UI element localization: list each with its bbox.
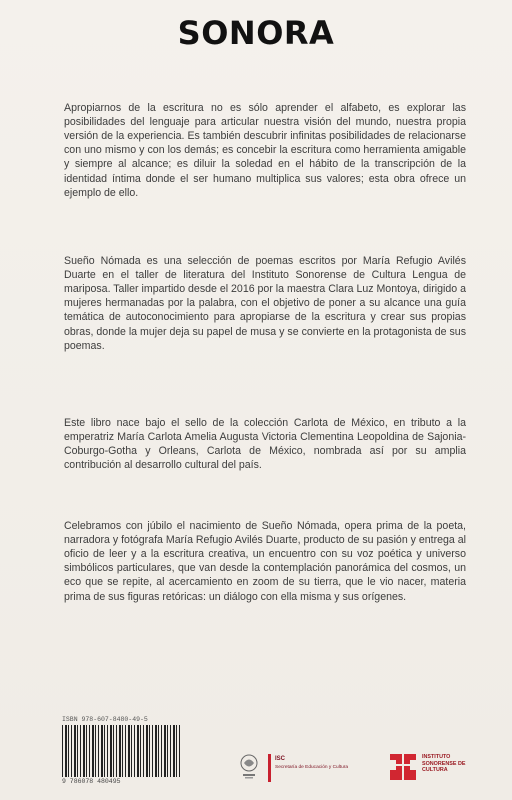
isc-mark-icon <box>388 750 418 784</box>
government-seal-icon <box>236 752 262 782</box>
sec-logo-name: Secretaría de Educación y Cultura <box>275 765 349 770</box>
blurb-paragraph-1: Apropiarnos de la escritura no es sólo aprender el alfabeto, es explorar las posibilidades del lenguaje para articular nuestra visión del mundo, nuestra propia versión de la experiencia. Es también descubrir infinitas posibilidades de relacionarse con uno mismo y con los demás; es concebir la escritura como herramienta amigable y siempre al alcance; es diluir la soledad en el hábito de la transcripción de la identidad íntima donde el ser humano multiplica sus valores; esta obra ofrece un ejemplo de ello. <box>64 101 466 199</box>
sec-logo-bar <box>268 754 271 782</box>
isc-logo-name: INSTITUTO SONORENSE DE CULTURA <box>422 754 466 774</box>
sec-logo-abbr: ISC <box>275 756 286 762</box>
isc-logo <box>388 750 488 786</box>
sec-logo <box>268 752 378 784</box>
barcode-icon <box>62 725 180 777</box>
blurb-paragraph-3: Este libro nace bajo el sello de la colección Carlota de México, en tributo a la emperatriz María Carlota Amelia Augusta Victoria Clementina Leopoldina de Sajonia-Coburgo-Gotha y Orleans, Carlota de México, nombrada así por su amplia contribución al desarrollo cultural del país. <box>64 416 466 472</box>
isbn-barcode-block <box>62 716 192 785</box>
isbn-label: ISBN 978-607-8480-49-5 <box>62 716 148 723</box>
blurb-paragraph-4: Celebramos con júbilo el nacimiento de Sueño Nómada, opera prima de la poeta, narradora y fotógrafa María Refugio Avilés Duarte, producto de su pasión y entrega al oficio de leer y a la escritura creativa, un encuentro con su voz poética y universo simbólicos particulares, que van desde la contemplación panorámica del cosmos, un eco que se repite, al acercamiento en zoom de su tierra, que le vio nacer, materia prima de sus figuras retóricas: un diálogo con ella misma y sus orígenes. <box>64 519 467 603</box>
publisher-logo-sonora: SONORA <box>177 14 335 52</box>
blurb-paragraph-2: Sueño Nómada es una selección de poemas escritos por María Refugio Avilés Duarte en el taller de literatura del Instituto Sonorense de Cultura Lengua de mariposa. Taller impartido desde el 2016 por la maestra Clara Luz Montoya, dirigido a mujeres hermanadas por la palabra, con el objetivo de poner a su alcance una guía temática de autoconocimiento para apropiarse de la escritura y crear sus propias obras, donde la mujer deja su papel de musa y se convierte en la protagonista de sus poemas. <box>64 254 466 352</box>
barcode-digits: 9 786078 480495 <box>62 778 121 785</box>
